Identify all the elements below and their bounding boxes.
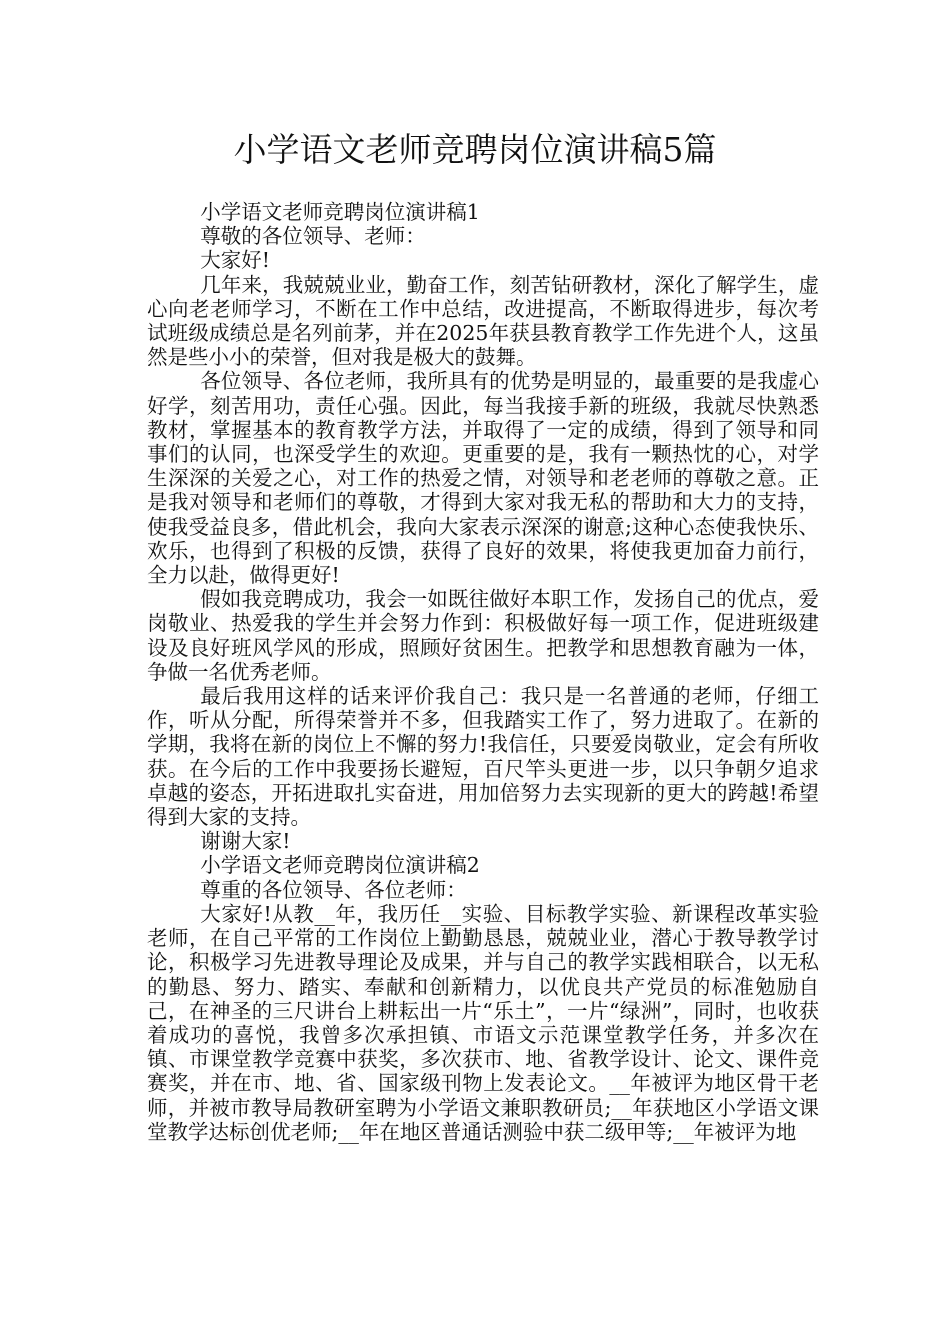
document-body	[147, 200, 819, 1144]
paragraph: 各位领导、各位老师，我所具有的优势是明显的，最重要的是我虚心好学，刻苦用功，责任心强。因此，每当我接手新的班级，我就尽快熟悉教材，掌握基本的教育教学方法，并取得了一定的成绩，得到了领导和同事们的认同，也深受学生的欢迎。更重要的是，我有一颗热忱的心，对学生深深的关爱之心，对工作的热爱之情，对领导和老老师的尊敬之意。正是我对领导和老师们的尊敬，才得到大家对我无私的帮助和大力的支持，使我受益良多，借此机会，我向大家表示深深的谢意;这种心态使我快乐、欢乐，也得到了积极的反馈，获得了良好的效果，将使我更加奋力前行，全力以赴，做得更好!	[147, 369, 819, 588]
paragraph: 假如我竞聘成功，我会一如既往做好本职工作，发扬自己的优点，爱岗敬业、热爱我的学生并会努力作到：积极做好每一项工作，促进班级建设及良好班风学风的形成，照顾好贫困生。把教学和思想教育融为一体，争做一名优秀老师。	[147, 587, 819, 684]
speech-heading-1: 小学语文老师竞聘岗位演讲稿1	[200, 200, 480, 224]
greeting-1: 大家好!	[200, 248, 271, 273]
paragraph: 几年来，我兢兢业业，勤奋工作，刻苦钻研教材，深化了解学生，虚心向老老师学习，不断在工作中总结，改进提高，不断取得进步，每次考试班级成绩总是名列前茅，并在2025年获县教育教学工作先进个人，这虽然是些小小的荣誉，但对我是极大的鼓舞。	[147, 272, 819, 370]
salutation-2: 尊重的各位领导、各位老师：	[200, 877, 467, 902]
closing-1: 谢谢大家!	[200, 829, 291, 854]
document-title: 小学语文老师竞聘岗位演讲稿5篇	[233, 130, 717, 169]
speech-heading-2: 小学语文老师竞聘岗位演讲稿2	[200, 853, 480, 878]
paragraph: 大家好!从教__年，我历任__实验、目标教学实验、新课程改革实验老师，在自己平常的工作岗位上勤勤恳恳，兢兢业业，潜心于教导教学讨论，积极学习先进教导理论及成果，并与自己的教学实践相联合，以无私的勤恳、努力、踏实、奉献和创新精力，以优良共产党员的标准勉励自己，在神圣的三尺讲台上耕耘出一片“乐土”，一片“绿洲”，同时，也收获着成功的喜悦，我曾多次承担镇、市语文示范课堂教学任务，并多次在镇、市课堂教学竞赛中获奖，多次获市、地、省教学设计、论文、课件竞赛奖，并在市、地、省、国家级刊物上发表论文。__年被评为地区骨干老师，并被市教导局教研室聘为小学语文兼职教研员;__年获地区小学语文课堂教学达标创优老师;__年在地区普通话测验中获二级甲等;__年被评为地	[147, 901, 819, 1144]
salutation-1: 尊敬的各位领导、老师：	[200, 224, 426, 249]
paragraph: 最后我用这样的话来评价我自己：我只是一名普通的老师，仔细工作，听从分配，所得荣誉并不多，但我踏实工作了，努力进取了。在新的学期，我将在新的岗位上不懈的努力!我信任，只要爱岗敬业，定会有所收获。在今后的工作中我要扬长避短，百尺竿头更进一步，以只争朝夕追求卓越的姿态，开拓进取扎实奋进，用加倍努力去实现新的更大的跨越!希望得到大家的支持。	[147, 684, 819, 830]
